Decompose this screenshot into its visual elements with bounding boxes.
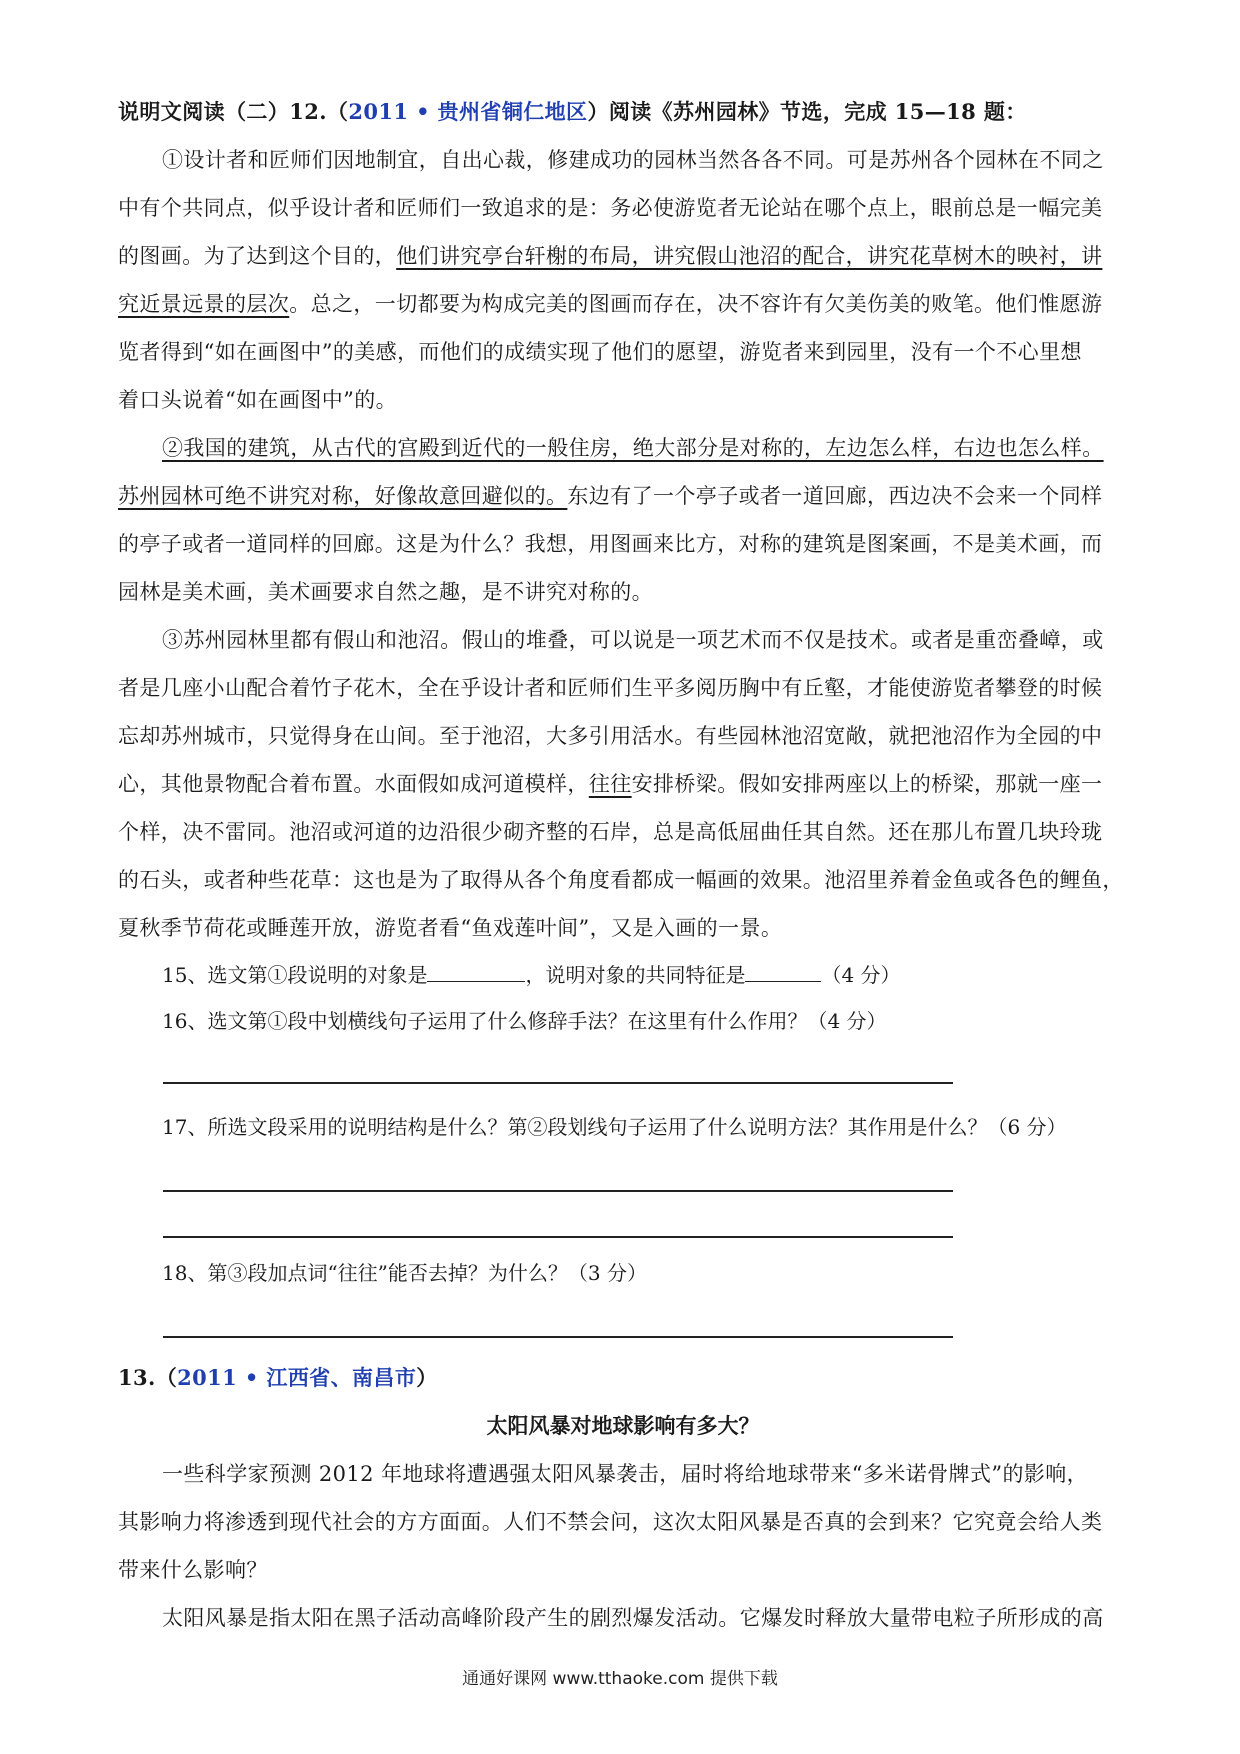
underlined-sentence: 究近景远景的层次: [118, 292, 290, 316]
article-paragraph-2-line-1: 太阳风暴是指太阳在黑子活动高峰阶段产生的剧烈爆发活动。它爆发时释放大量带电粒子所形成的高: [162, 1606, 1104, 1630]
paragraph-3-text: 安排桥梁。假如安排两座以上的桥梁，那就一座一: [631, 772, 1103, 796]
paragraph-1-text: 的图画。为了达到这个目的，: [118, 244, 397, 268]
question-15-score: （4 分）: [821, 963, 901, 987]
paragraph-1-line-2: 中有个共同点，似乎设计者和匠师们一致追求的是：务必使游览者无论站在哪个点上，眼前总是一幅完美: [118, 196, 1103, 220]
answer-blank[interactable]: [427, 961, 525, 982]
answer-blank[interactable]: [745, 961, 821, 982]
underlined-sentence: ②我国的建筑，从古代的宫殿到近代的一般住房，绝大部分是对称的，左边怎么样，右边也怎么样。: [162, 436, 1104, 460]
paragraph-2-line-2: [118, 472, 1128, 520]
article-title: 太阳风暴对地球影响有多大？: [486, 1413, 760, 1438]
paragraph-1-line-1: ①设计者和匠师们因地制宜，自出心裁，修建成功的园林当然各各不同。可是苏州各个园林在不同之: [162, 148, 1104, 172]
underlined-sentence: 他们讲究亭台轩榭的布局，讲究假山池沼的配合，讲究花草树木的映衬，讲: [396, 244, 1103, 268]
paragraph-1-line-3: [118, 232, 1128, 280]
paragraph-2-line-3: 的亭子或者一道同样的回廊。这是为什么？我想，用图画来比方，对称的建筑是图案画，不是美术画，而: [118, 532, 1103, 556]
section2-heading-prefix: 13.（: [118, 1365, 178, 1390]
paragraph-2-line-4: 园林是美术画，美术画要求自然之趣，是不讲究对称的。: [118, 580, 653, 604]
question-15-text: 15、选文第①段说明的对象是: [162, 963, 428, 987]
paragraph-3-line-2: 者是几座小山配合着竹子花木，全在乎设计者和匠师们生平多阅历胸中有丘壑，才能使游览者攀登的时候: [118, 676, 1103, 700]
paragraph-1-line-6: 着口头说着“如在画图中”的。: [118, 388, 398, 412]
page-footer: 通通好课网 www.tthaoke.com 提供下载: [462, 1669, 778, 1689]
paragraph-3-line-4: [118, 760, 1128, 808]
question-17: 17、所选文段采用的说明结构是什么？第②段划线句子运用了什么说明方法？其作用是什么？（6 分）: [162, 1115, 1067, 1139]
section2-heading: [118, 1354, 1128, 1402]
paragraph-3-line-6: 的石头，或者种些花草：这也是为了取得从各个角度看都成一幅画的效果。池沼里养着金鱼或各色的鲤鱼，: [118, 868, 1124, 892]
document-page: [118, 88, 1128, 1642]
question-15: [118, 952, 1128, 998]
section1-heading-prefix: 说明文阅读（二）12.（: [118, 99, 349, 124]
question-16: 16、选文第①段中划横线句子运用了什么修辞手法？在这里有什么作用？（4 分）: [162, 1009, 887, 1033]
paragraph-3-line-7: 夏秋季节荷花或睡莲开放，游览者看“鱼戏莲叶间”，又是入画的一景。: [118, 916, 783, 940]
dotted-word: 往往: [588, 772, 632, 796]
paragraph-3-text: 心，其他景物配合着布置。水面假如成河道模样，: [118, 772, 589, 796]
section2-heading-suffix: ）: [416, 1365, 438, 1390]
section1-source: 2011 • 贵州省铜仁地区: [348, 99, 588, 124]
paragraph-2-line-1: [118, 424, 1128, 472]
question-15-text: ，说明对象的共同特征是: [525, 963, 746, 987]
article-paragraph-1-line-1: 一些科学家预测 2012 年地球将遭遇强太阳风暴袭击，届时将给地球带来“多米诺骨牌式”的影响，: [162, 1462, 1089, 1486]
paragraph-1-line-5: 览者得到“如在画图中”的美感，而他们的成绩实现了他们的愿望，游览者来到园里，没有一个不心里想: [118, 340, 1082, 364]
section1-heading-suffix: ）阅读《苏州园林》节选，完成 15—18 题：: [587, 99, 1027, 124]
paragraph-3-line-3: 忘却苏州城市，只觉得身在山间。至于池沼，大多引用活水。有些园林池沼宽敞，就把池沼作为全园的中: [118, 724, 1103, 748]
paragraph-1-text: 。总之，一切都要为构成完美的图画而存在，决不容许有欠美伤美的败笔。他们惟愿游: [289, 292, 1103, 316]
paragraph-1-line-4: [118, 280, 1128, 328]
underlined-sentence: 苏州园林可绝不讲究对称，好像故意回避似的。: [118, 484, 568, 508]
article-paragraph-1-line-3: 带来什么影响？: [118, 1558, 268, 1582]
section2-source: 2011 • 江西省、南昌市: [177, 1365, 417, 1390]
paragraph-3-line-1: ③苏州园林里都有假山和池沼。假山的堆叠，可以说是一项艺术而不仅是技术。或者是重峦叠嶂，或: [162, 628, 1104, 652]
question-18: 18、第③段加点词“往往”能否去掉？为什么？（3 分）: [162, 1261, 647, 1285]
section1-heading: [118, 88, 1128, 136]
paragraph-3-line-5: 个样，决不雷同。池沼或河道的边沿很少砌齐整的石岸，总是高低屈曲任其自然。还在那儿布置几块玲珑: [118, 820, 1103, 844]
article-paragraph-1-line-2: 其影响力将渗透到现代社会的方方面面。人们不禁会问，这次太阳风暴是否真的会到来？它究竟会给人类: [118, 1510, 1103, 1534]
paragraph-2-text: 东边有了一个亭子或者一道回廊，西边决不会来一个同样: [567, 484, 1103, 508]
